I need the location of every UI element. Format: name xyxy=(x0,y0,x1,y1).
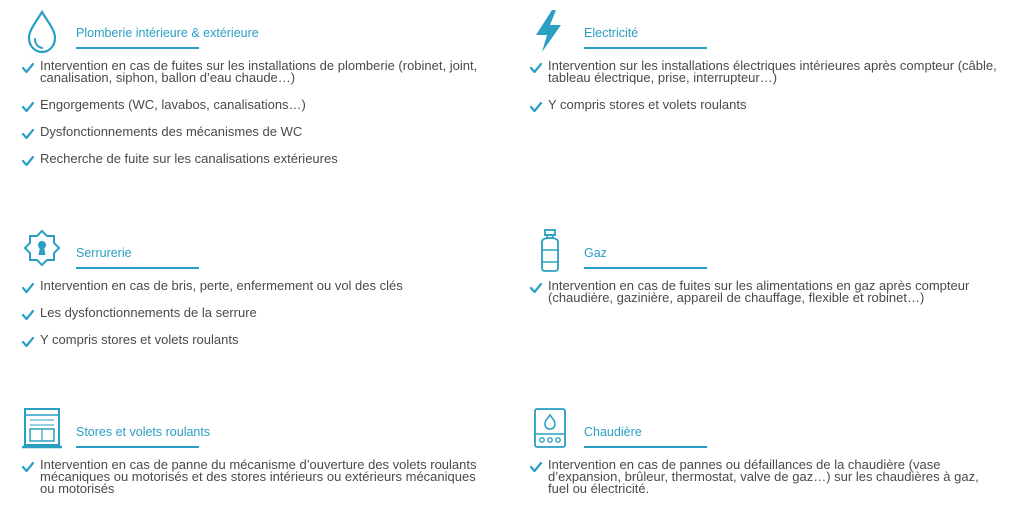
item-text: Engorgements (WC, lavabos, canalisations…) xyxy=(40,97,306,112)
item-text: Intervention en cas de panne du mécanisme d’ouverture des volets roulants mécaniques ou motorisés et des stores intérieurs ou extérieurs mécaniques ou motorisés xyxy=(40,457,477,496)
title-underline xyxy=(76,446,199,448)
water-drop-icon xyxy=(22,8,62,54)
title-underline xyxy=(76,267,199,269)
checkmark-icon xyxy=(22,156,34,166)
section-title: Gaz xyxy=(584,246,607,260)
item-text: Intervention en cas de bris, perte, enfermement ou vol des clés xyxy=(40,278,403,293)
item-text: Recherche de fuite sur les canalisations extérieures xyxy=(40,151,338,166)
item-list xyxy=(22,60,492,165)
section-title: Stores et volets roulants xyxy=(76,425,211,439)
item-text: Y compris stores et volets roulants xyxy=(548,97,747,112)
title-underline xyxy=(584,446,707,448)
list-item xyxy=(22,60,492,84)
section-stores xyxy=(22,407,502,510)
section-header xyxy=(530,228,1010,280)
window-shutter-icon xyxy=(22,407,62,453)
checkmark-icon xyxy=(22,462,34,472)
section-header xyxy=(22,228,502,280)
item-list xyxy=(22,459,492,495)
checkmark-icon xyxy=(530,283,542,293)
list-item xyxy=(530,99,1008,111)
list-item xyxy=(22,280,492,292)
list-item xyxy=(22,126,492,138)
section-header xyxy=(530,407,1010,459)
section-title: Plomberie intérieure & extérieure xyxy=(76,26,259,40)
keyhole-icon xyxy=(22,228,62,274)
checkmark-icon xyxy=(530,63,542,73)
item-list xyxy=(22,280,492,346)
title-underline xyxy=(584,47,707,49)
section-header xyxy=(22,407,502,459)
item-list xyxy=(530,280,980,304)
checkmark-icon xyxy=(22,337,34,347)
list-item xyxy=(22,307,492,319)
item-text: Intervention en cas de fuites sur les alimentations en gaz après compteur (chaudière, gazinière, appareil de chauffage, flexible et robinet…) xyxy=(548,278,970,305)
list-item xyxy=(530,60,1008,84)
item-list xyxy=(530,459,1000,495)
item-text: Dysfonctionnements des mécanismes de WC xyxy=(40,124,303,139)
checkmark-icon xyxy=(530,462,542,472)
checkmark-icon xyxy=(22,283,34,293)
section-plomberie xyxy=(22,8,502,180)
item-text: Intervention en cas de pannes ou défaillances de la chaudière (vase d’expansion, brûleur, thermostat, valve de gaz…) sur les chaudières à gaz, fuel ou électricité. xyxy=(548,457,979,496)
list-item xyxy=(22,99,492,111)
list-item xyxy=(22,459,492,495)
title-underline xyxy=(584,267,707,269)
list-item xyxy=(530,459,1000,495)
list-item xyxy=(22,334,492,346)
item-text: Les dysfonctionnements de la serrure xyxy=(40,305,257,320)
checkmark-icon xyxy=(22,310,34,320)
gas-cylinder-icon xyxy=(530,228,570,274)
item-text: Intervention sur les installations électriques intérieures après compteur (câble, tableau électrique, prise, interrupteur…) xyxy=(548,58,997,85)
item-text: Intervention en cas de fuites sur les installations de plomberie (robinet, joint, canalisation, siphon, ballon d’eau chaude…) xyxy=(40,58,478,85)
title-underline xyxy=(76,47,199,49)
section-title: Serrurerie xyxy=(76,246,132,260)
section-gaz xyxy=(530,228,1010,319)
lightning-bolt-icon xyxy=(530,8,570,54)
checkmark-icon xyxy=(22,129,34,139)
section-header xyxy=(22,8,502,60)
section-header xyxy=(530,8,1010,60)
list-item xyxy=(22,153,492,165)
boiler-icon xyxy=(530,407,570,453)
checkmark-icon xyxy=(22,102,34,112)
section-chaudiere xyxy=(530,407,1010,510)
section-electricite xyxy=(530,8,1010,126)
checkmark-icon xyxy=(530,102,542,112)
checkmark-icon xyxy=(22,63,34,73)
item-text: Y compris stores et volets roulants xyxy=(40,332,239,347)
section-title: Chaudière xyxy=(584,425,642,439)
list-item xyxy=(530,280,980,304)
section-title: Electricité xyxy=(584,26,639,40)
item-list xyxy=(530,60,1008,111)
section-serrurerie xyxy=(22,228,502,361)
